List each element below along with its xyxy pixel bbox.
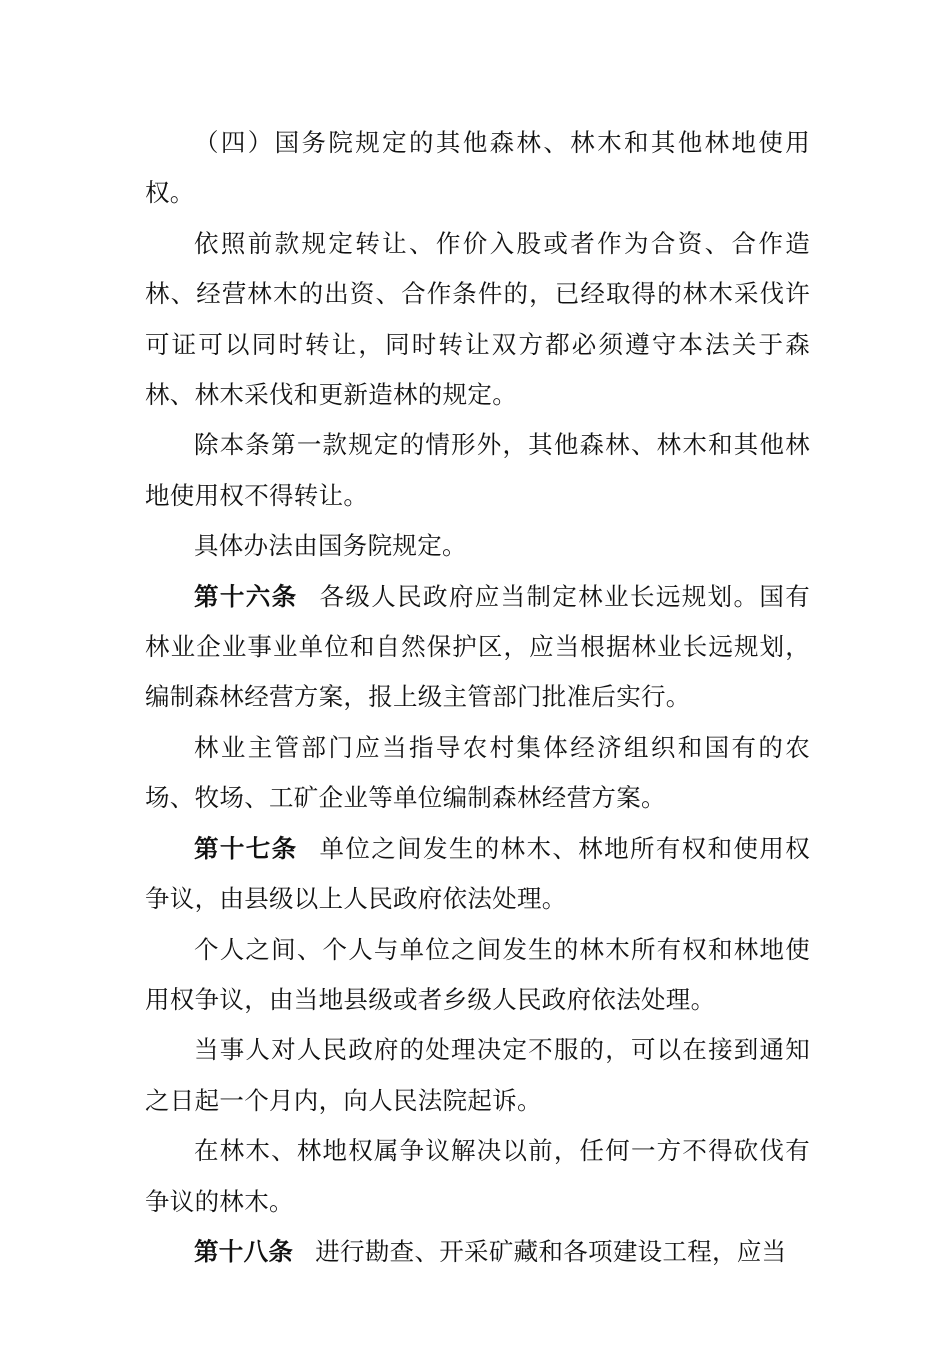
paragraph xyxy=(145,219,810,421)
paragraph-text: 依照前款规定转让、作价入股或者作为合资、合作造林、经营林木的出资、合作条件的，已经取得的林木采伐许可证可以同时转让，同时转让双方都必须遵守本法关于森林、林木采伐和更新造林的规定。 xyxy=(145,228,810,410)
document-body xyxy=(145,118,810,1277)
paragraph-text: 进行勘查、开采矿藏和各项建设工程，应当 xyxy=(315,1236,787,1266)
paragraph-text: （四）国务院规定的其他森林、林木和其他林地使用权。 xyxy=(145,128,810,208)
paragraph xyxy=(145,925,810,1026)
paragraph-text: 在林木、林地权属争议解决以前，任何一方不得砍伐有争议的林木。 xyxy=(145,1136,810,1216)
article-paragraph xyxy=(145,572,810,723)
paragraph-text: 林业主管部门应当指导农村集体经济组织和国有的农场、牧场、工矿企业等单位编制森林经营方案。 xyxy=(145,732,810,813)
article-number: 第十八条 xyxy=(194,1236,294,1266)
article-number: 第十七条 xyxy=(194,833,298,863)
paragraph-text: 个人之间、个人与单位之间发生的林木所有权和林地使用权争议，由当地县级或者乡级人民政府依法处理。 xyxy=(145,934,810,1014)
paragraph-text: 具体办法由国务院规定。 xyxy=(194,531,467,561)
paragraph xyxy=(145,521,810,571)
article-number: 第十六条 xyxy=(194,581,298,611)
paragraph-text: 单位之间发生的林木、林地所有权和使用权争议，由县级以上人民政府依法处理。 xyxy=(145,833,810,914)
paragraph-text: 各级人民政府应当制定林业长远规划。国有林业企业事业单位和自然保护区，应当根据林业长远规划，编制森林经营方案，报上级主管部门批准后实行。 xyxy=(145,581,810,712)
paragraph xyxy=(145,118,810,219)
paragraph xyxy=(145,723,810,824)
article-paragraph xyxy=(145,824,810,925)
paragraph-text: 当事人对人民政府的处理决定不服的，可以在接到通知之日起一个月内，向人民法院起诉。 xyxy=(145,1035,810,1115)
paragraph xyxy=(145,1126,810,1227)
paragraph xyxy=(145,1025,810,1126)
paragraph-text: 除本条第一款规定的情形外，其他森林、林木和其他林地使用权不得转让。 xyxy=(145,430,810,510)
article-paragraph xyxy=(145,1227,810,1277)
paragraph xyxy=(145,420,810,521)
